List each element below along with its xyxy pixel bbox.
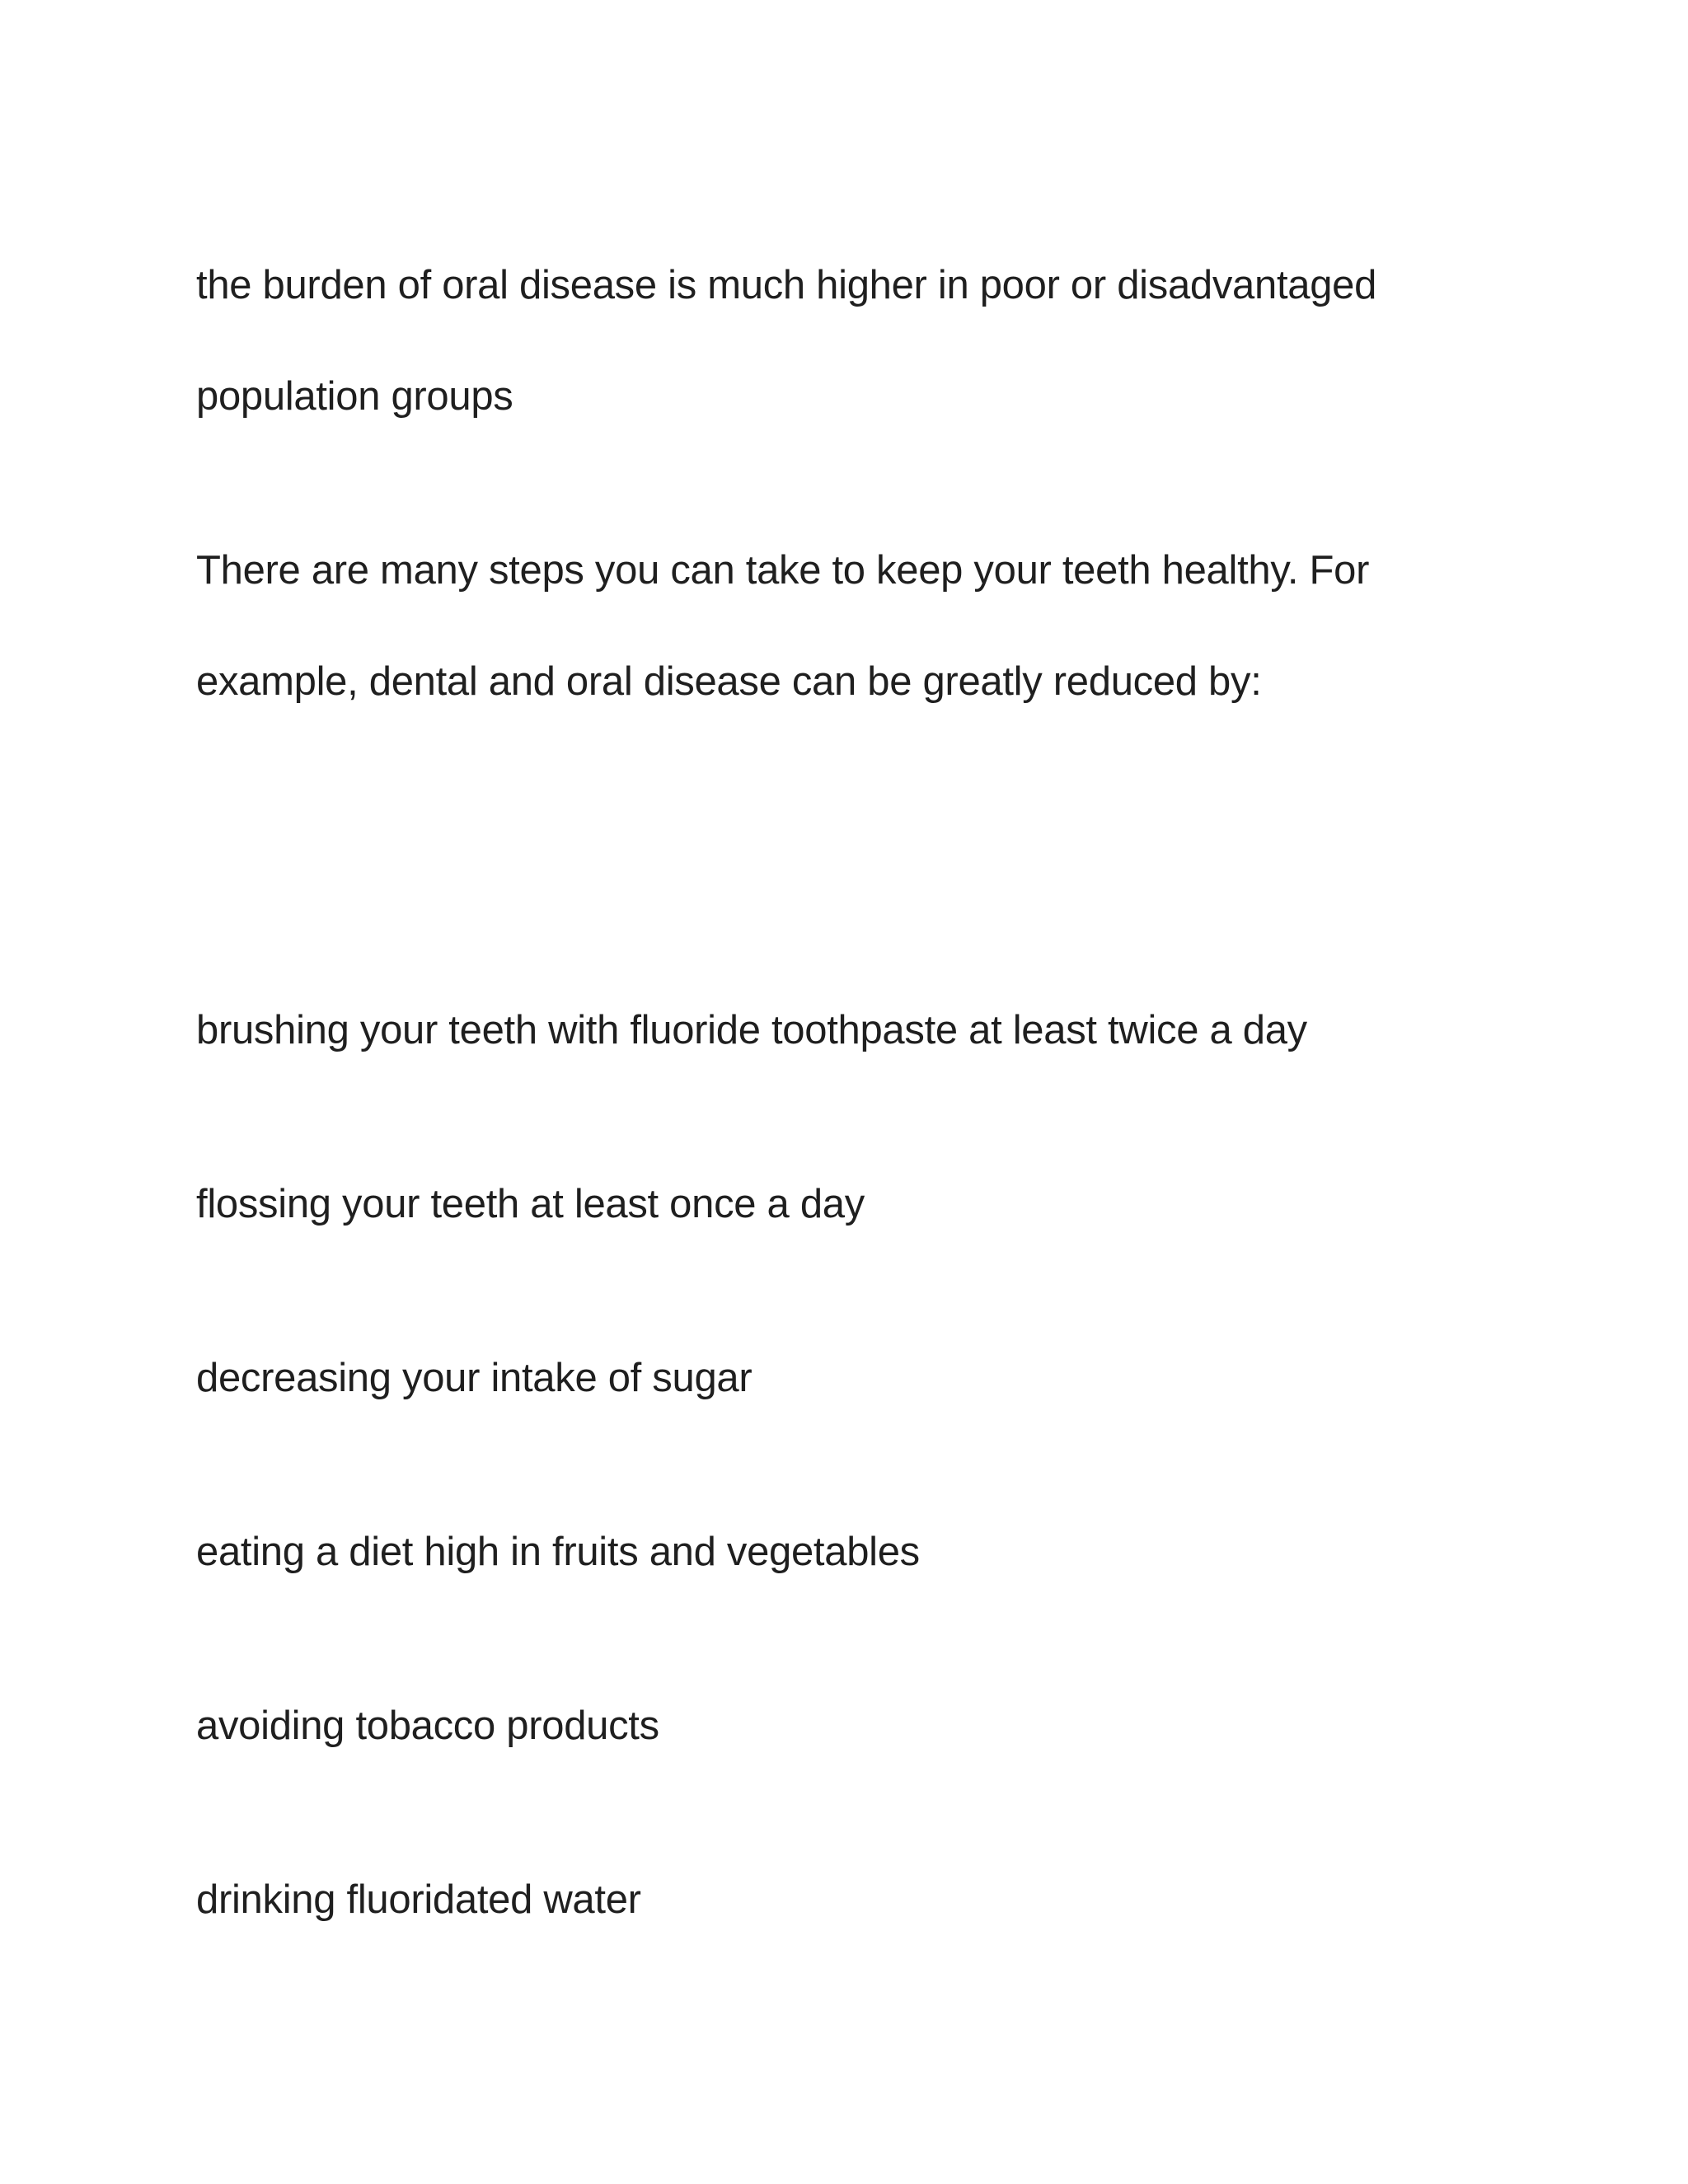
- list-item: decreasing your intake of sugar: [196, 1356, 753, 1400]
- list-item: eating a diet high in fruits and vegetables: [196, 1530, 920, 1574]
- text-line: There are many steps you can take to keep your teeth healthy. For: [196, 548, 1370, 593]
- list-item: brushing your teeth with fluoride toothpaste at least twice a day: [196, 1008, 1307, 1052]
- text-line: the burden of oral disease is much higher in poor or disadvantaged: [196, 263, 1377, 307]
- list-item: drinking fluoridated water: [196, 1877, 641, 1922]
- text-line: population groups: [196, 374, 513, 419]
- list-item: avoiding tobacco products: [196, 1704, 659, 1748]
- text-line: example, dental and oral disease can be greatly reduced by:: [196, 659, 1262, 704]
- list-item: flossing your teeth at least once a day: [196, 1182, 865, 1226]
